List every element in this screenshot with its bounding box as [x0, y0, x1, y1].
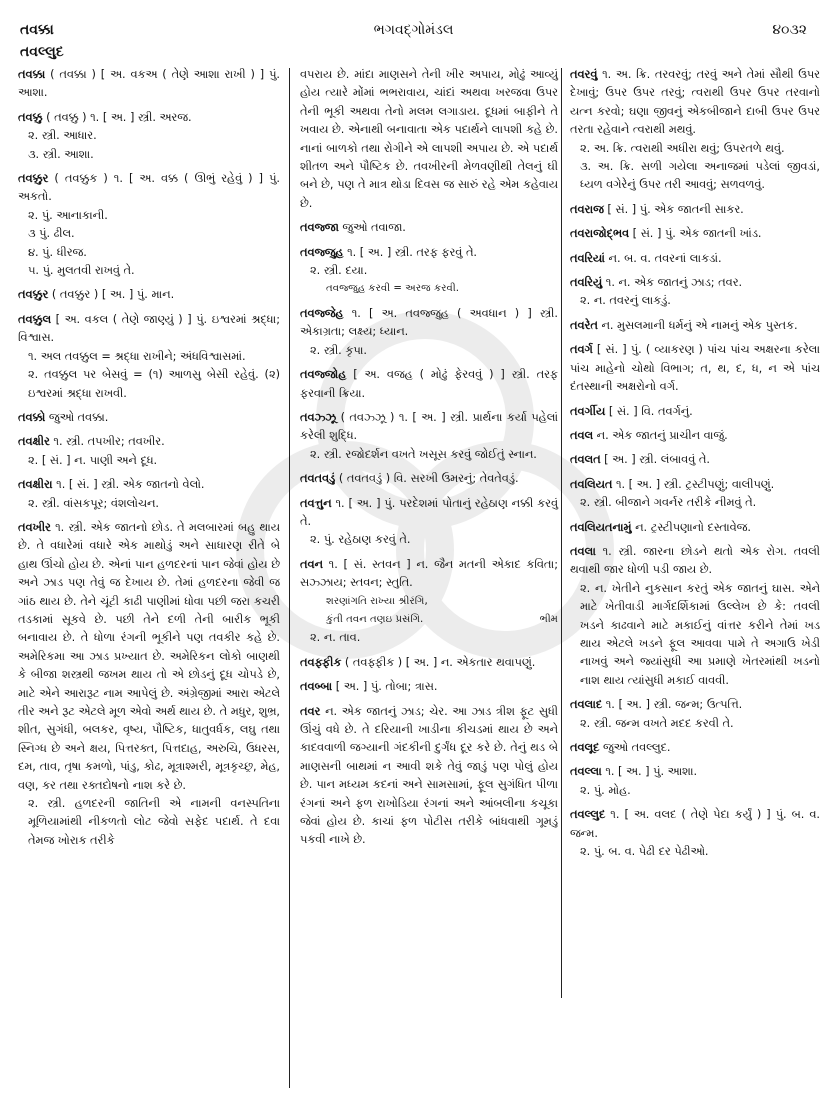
definition-text: ન. મુસલમાની ધર્મનું એ નામનું એક પુસ્તક. [601, 318, 798, 332]
entry-main [300, 244, 558, 262]
book-title: ભગવદ્ગોમંડલ [373, 22, 454, 38]
entry-main [300, 219, 558, 237]
dictionary-entry [570, 543, 820, 690]
sub-sense: ૨. ન. તવરનું લાકડું. [580, 294, 671, 308]
headword: તવઝ્ઝૂ [300, 410, 337, 424]
definition-text: ન. ટ્રસ્ટીપણાનો દસ્તાવેજ. [635, 520, 751, 534]
entry-main [18, 433, 280, 451]
definition-text: [ સં. ] પું. ( વ્યાકરણ ) પાંચ પાંચ અક્ષરના કરેલા પાંચ માહેનો ચોથો વિભાગ; ત, થ, દ, ધ, ન એ પાંચ દંતસ્થાની અક્ષરોનો વર્ગ. [570, 343, 820, 394]
sub-sense: ૨. સ્ત્રી. જન્મ વખતે મદદ કરવી તે. [580, 716, 734, 730]
entry-main [18, 476, 280, 494]
headword: તવરિયું [570, 276, 603, 290]
headword: તવખીર [18, 520, 51, 534]
entry-main [570, 201, 820, 219]
dictionary-entry [570, 476, 820, 513]
guide-word-last: તવલ્લુદ [20, 44, 64, 60]
page-header [20, 22, 807, 44]
entry-main [300, 556, 558, 593]
sub-sense: ૫. પું. મુલતવી રાખવું તે. [28, 264, 135, 278]
sub-sense: ૩. સ્ત્રી. આશા. [28, 147, 94, 161]
dictionary-entry [570, 403, 820, 421]
dictionary-entry [570, 806, 820, 861]
definition-text: [ સં. ] પું. એક જાતની સાકર. [607, 202, 744, 216]
headword: તવર [300, 704, 321, 718]
entry-main [18, 286, 280, 304]
definition-text: ( તવક્કુર ) [ અ. ] પું. માન. [51, 288, 175, 302]
dictionary-entry [300, 678, 558, 696]
sub-sense: ૨. સ્ત્રી. રજોદર્શન વખતે ખસૂસ કરવું જોઈતું સ્નાન. [310, 447, 537, 461]
headword: તવજ્જુહ [300, 245, 344, 259]
headword: તવજ્જોહ [300, 368, 347, 382]
sub-sense: ૨. પું. બ. વ. પેઢી દર પેઢીઓ. [580, 845, 709, 859]
definition-text: ( તવક્કુક ) ૧. [ અ. વક્ક ( ઊભું રહેવું ) ] પું. અકતો. [18, 172, 280, 204]
headword: તવલિયત [570, 477, 613, 491]
definition-text: ૧. [ સં. ] સ્ત્રી. એક જાતનો વેલો. [56, 478, 205, 492]
definition-text: ૧. [ અ. ] સ્ત્રી. તરફ ફરવું તે. [347, 245, 478, 259]
dictionary-entry [18, 433, 280, 470]
dictionary-entry [18, 66, 280, 103]
entry-main [18, 519, 280, 795]
dictionary-entry [570, 519, 820, 537]
headword: તવરાજોદ્ભવ [570, 227, 630, 241]
sub-sense: ૨. ન. તાવ. [310, 631, 361, 645]
entry-main [570, 519, 820, 537]
dictionary-entry [570, 66, 820, 195]
headword: તવલા [570, 544, 596, 558]
headword: તવત્તુન [300, 496, 332, 510]
dictionary-entry [570, 250, 820, 268]
quotation-attribution: ભીમ [539, 613, 558, 625]
sub-sense: ૨. અ. ક્રિ. ત્વરાથી અધીરા થવું; ઉપરતળે થવું. [580, 141, 785, 155]
entry-main [300, 66, 558, 213]
entry-main [570, 451, 820, 469]
dictionary-entry [300, 654, 558, 672]
dictionary-entry [300, 305, 558, 360]
entry-main [570, 763, 820, 781]
definition-text: [ સં. ] વિ. તવર્ગનું. [608, 404, 693, 418]
quotation-line: શરણાંગતિ રાખ્યા શ્રીરંગિ, [326, 595, 428, 607]
definition-text: ૧. [ અ. ] પું. આશા. [605, 765, 698, 779]
definition-text: ૧. [ અ. વલદ ( તેણે પેદા કર્યું ) ] પું. બ. વ. જન્મ. [570, 808, 820, 840]
headword: તવલત [570, 453, 601, 467]
headword: તવજ્જેહ [300, 306, 344, 320]
dictionary-entry [300, 495, 558, 550]
headword: તવક્કા [18, 68, 46, 81]
definition-text: ૧. સ્ત્રી. એક જાતનો છોડ. તે મલબારમાં બહુ થાય છે. તે વધારેમાં વધારે એક માથોડું અને સાધારણ રીતે બે હાથ ઊંચો હોય છે. એનાં પાન હળદરનાં પાન જેવાં હોય છે અને ઝાડ પણ તેવું જ દેખાય છે. તેમાં હળદરના જેવી જ ગાંઠ થાય છે. તેને ચૂંટી કાઢી પાણીમાં ધોવા પછી જરા કચરી તડકામાં સૂકવે છે. પછી તેને દળી તેની બારીક ભૂકી બનાવાય છે. તે ધોળા રંગની ભૂકીને પણ તવકીર કહે છે. અમેરિકમા આ ઝાડ પ્રખ્યાત છે. અમેરિકન લોકો બાણથી કે બીજા શસ્ત્રથી જખમ થાય તો એ છોડનું દૂધ ચોપડે છે, માટે એને આરારૂટ નામ આપેલું છે. અંગ્રેજીમાં આરા એટલે તીર અને રૂટ એટલે મૂળ એવો અર્થ થાય છે. તે મધુર, શુભ્ર, શીત, સુગંધી, બલકર, વૃષ્ય, પૌષ્ટિક, ધાતુવર્ધક, લઘુ તથા સ્નિગ્ધ છે અને ક્ષય, પિત્તરક્ત, પિત્તદાહ, અરુચિ, ઉધરસ, દમ, તાવ, તૃષા કમળો, પાંડુ, કોઢ, મૂત્રાશ્મરી, મૂત્રકૃચ્છ્ર, મેહ, વણ, કર તથા રક્તદોષનો નાશ કરે છે. [18, 520, 280, 792]
headword: તવક્કુ [18, 110, 43, 124]
headword: તવન [300, 557, 323, 571]
dictionary-entry [18, 286, 280, 304]
entry-main [570, 476, 820, 494]
definition-text: જુઓ તવલ્લુદ. [602, 741, 671, 754]
definition-text: ( તવઝ્ઝૂ ) ૧. [ અ. ] સ્ત્રી. પ્રાર્થના કર્યા પહેલાં કરેલી શુદ્ધિ. [300, 410, 559, 443]
entry-main [570, 225, 820, 243]
entry-main [570, 427, 820, 445]
sub-sense: ૨. ન. ખેતીને નુકસાન કરતું એક જાતનું ઘાસ. એને માટે ખેતીવાડી માર્ગદર્શિકામાં ઉલ્લેખ છે કે: તવલી ખડને કાઢવાને માટે મકાઈનું વાંત્તર કરીને તેમાં ખડ થાય એટલે ખડને ફૂલ આવવા પામે તે અગાઉ ખેડી નાખવું અને જ્યાંસુધી આ પ્રમાણે ખેતરમાંથી ખડનો નાશ થાય ત્યાંસુધી મકાઈ વાવવી. [580, 581, 820, 687]
entry-main [570, 341, 820, 396]
dictionary-entry [570, 427, 820, 445]
entry-main [18, 170, 280, 207]
entry-main [18, 311, 280, 348]
definition-text: ૧. સ્ત્રી. તપખીર; તવખીર. [53, 435, 165, 449]
headword: તવલૂદ [570, 741, 600, 754]
sub-sense: ૨. સ્ત્રી. આધાર. [28, 129, 97, 143]
definition-text: ૧. સ્ત્રી. જારના છોડને થતો એક રોગ. તવલી થવાથી જાર ધોળી પડી જાય છે. [570, 544, 820, 577]
sub-sense: ૨. પું. મોહ. [580, 783, 631, 797]
sub-sense: ૩ પું. ઢીલ. [28, 227, 75, 241]
sub-sense: ૪. પું. ધીરજ. [28, 245, 87, 259]
headword: તવરિયાં [570, 251, 605, 265]
headword: તવરાજ [570, 202, 604, 216]
dictionary-entry [300, 703, 558, 850]
column-2 [300, 66, 558, 1096]
definition-text: ન. એક જાતનું ઝાડ; ચેર. આ ઝાડ ત્રીશ ફૂટ સુધી ઊંચું વધે છે. તે દરિયાની ખાડીના કીચડમાં થાય છે અને કાદવવાળી જગ્યાની ગંદકીની દુર્ગંધ દૂર કરે છે. તેનું થડ બે માણસની બાથમાં ન આવી શકે તેવું જાડું પણ પોલું હોય છે. પાન મધ્યમ કદનાં અને સામસામાં, ફૂલ સુગંધિત પીળા રંગનાં અને ફળ રાખોડિયા રંગનાં અને આંબલીના કચૂકા જેવાં હોય છે. કાચાં ફળ પોટીસ તરીકે બાંધવાથી ગૂમડું પકવી નાખે છે. [300, 704, 558, 847]
entry-main [570, 806, 820, 843]
dictionary-entry [300, 66, 558, 213]
headword: તવલાદ [570, 698, 603, 712]
dictionary-entry [570, 274, 820, 311]
dictionary-body [18, 66, 818, 1096]
definition-text: ૧. [ અ. ] પું. પરદેશમાં પોતાનું રહેઠાણ નક્કી કરવું તે. [300, 496, 559, 528]
definition-text: વપરાય છે. માંદા માણસને તેની ખીર અપાય, મોઢું આવ્યું હોય ત્યારે મોંમાં ભભરાવાય, ચાંદાં અથવા ખરજવા ઉપર તેની ભૂકી અથવા તેનો મલમ લગાડાય. દૂધમાં બાફીને તે ખવાય છે. એનાથી બનાવાતા એક પદાર્થને લાપશી કહે છે. નાનાં બાળકો તથા રોગીને એ લાપશી અપાય છે. એ પદાર્થ શીતળ અને પૌષ્ટિક છે. તવખીરની મેળવણીથી તેલનું ઘી બને છે, પણ તે માત્ર થોડા દિવસ જ સારું રહે એમ કહેવાય છે. [300, 68, 558, 210]
entry-main [570, 66, 820, 140]
dictionary-entry [18, 476, 280, 513]
definition-text: ન. બ. વ. તવરનાં લાકડાં. [608, 251, 722, 265]
column-divider [289, 68, 290, 1088]
headword: તવરવું [570, 68, 598, 81]
definition-text: [ અ. વજહ ( મોઢું ફેરવવું ) ] સ્ત્રી. તરફ ફરવાની ક્રિયા. [300, 368, 558, 400]
entry-main [18, 409, 280, 427]
quotation-line: તવજ્જુહ કરવી = અરજ કરવી. [326, 283, 460, 295]
dictionary-entry [300, 244, 558, 299]
column-divider [561, 68, 562, 998]
dictionary-entry [300, 219, 558, 237]
dictionary-entry [570, 317, 820, 335]
headword: તવક્કુલ [18, 312, 52, 326]
dictionary-entry [570, 341, 820, 396]
definition-text: જુઓ તવાજા. [342, 221, 406, 235]
entry-main [300, 409, 558, 446]
dictionary-entry [18, 109, 280, 164]
entry-main [570, 403, 820, 421]
sub-sense: ૨. સ્ત્રી. હળદરની જાતિની એ નામની વનસ્પતિના મૂળિયામાંથી નીકળતો લોટ જેવો સફેદ પદાર્થ. તે દવા તેમજ ખોરાક તરીકે [28, 797, 280, 847]
entry-main [300, 470, 558, 488]
definition-text: [ અ. વકલ ( તેણે જાણ્યું ) ] પું. ઇશ્વરમાં શ્રદ્ધા; વિશ્વાસ. [18, 312, 280, 345]
entry-main [570, 274, 820, 292]
headword: તવક્ષીરા [18, 478, 53, 492]
definition-text: ૧. [ અ. ] સ્ત્રી. ટ્રસ્ટીપણું; વાલીપણું. [615, 477, 775, 491]
definition-text: ન. એક જાતનું પ્રાચીન વાજું. [596, 428, 728, 442]
headword: તવલિયતનામું [570, 520, 632, 534]
headword: તવલ [570, 428, 594, 442]
definition-text: ( તવક્કુ ) ૧. [ અ. ] સ્ત્રી. અરજ. [46, 110, 192, 124]
definition-text: ( તવફ્ફીક ) [ અ. ] ન. એકતાર થવાપણું. [344, 655, 536, 669]
entry-main [570, 317, 820, 335]
headword: તવબ્બા [300, 680, 333, 694]
definition-text: ૧. [ અ. ] સ્ત્રી. જન્મ; ઉત્પત્તિ. [605, 698, 743, 712]
sub-sense: ૩. અ. ક્રિ. સળી ગયેલા અનાજમાં પડેલાં જીવડાં, ધ્યળ વગેરેનું ઉપર તરી આવવું; સળવળવું. [580, 160, 820, 192]
headword: તવક્કુર [18, 172, 49, 186]
headword: તવલ્લુદ [570, 808, 606, 822]
dictionary-entry [570, 696, 820, 733]
sub-sense: ૨. પું. આનાકાની. [28, 208, 108, 222]
sub-sense: ૨. [ સં. ] ન. પાણી અને દૂધ. [28, 453, 158, 467]
entry-main [300, 654, 558, 672]
page-number: ૪૦૩૨ [772, 22, 807, 38]
entry-main [570, 250, 820, 268]
dictionary-entry [18, 409, 280, 427]
definition-text: ૧. અ. ક્રિ. તરવરવું; તરવું અને તેમાં સૌથી ઉપર દેખાવું; ઉપર ઉપર તરવું; ત્વરાથી ઉપર ઉપર તરવાનો યત્ન કરવો; ઘણા જીવનું એકબીજાને દાબી ઉપર ઉપર તરતા રહેવાને ત્વરાથી મથવું. [570, 68, 820, 137]
definition-text: [ સં. ] પું. એક જાતની ખાંડ. [632, 227, 762, 241]
entry-main [18, 66, 280, 103]
entry-main [300, 366, 558, 403]
dictionary-entry [18, 519, 280, 850]
sub-sense: ૨. સ્ત્રી. કૃપા. [310, 343, 368, 357]
entry-main [570, 696, 820, 714]
column-1 [18, 66, 280, 1096]
dictionary-entry [300, 366, 558, 403]
dictionary-entry [570, 763, 820, 800]
definition-text: [ અ. ] સ્ત્રી. લંબાવવું તે. [604, 453, 710, 467]
dictionary-entry [300, 470, 558, 488]
definition-text: ( તવક્કા ) [ અ. વકઅ ( તેણે આશા રાખી ) ] પું. આશા. [18, 68, 280, 100]
sub-sense: ૨. સ્ત્રી. વાંસકપૂર; વંશલોચન. [28, 496, 160, 510]
sub-sense: ૨. સ્ત્રી. દયા. [310, 264, 368, 278]
definition-text: જુઓ તવક્કા. [48, 410, 109, 424]
headword: તવર્ગીય [570, 404, 606, 418]
headword: તવલ્લા [570, 765, 602, 779]
sub-sense: ૨. તવક્કુલ પર બેસવું = (૧) આળસુ બેસી રહેવું. (૨) ઇશ્વરમાં શ્રદ્ધા રાખવી. [28, 368, 280, 400]
headword: તવક્ષીર [18, 435, 50, 449]
entry-main [300, 678, 558, 696]
definition-text: ૧. [ સં. સ્તવન ] ન. જૈન મતની એકાદ કવિતા; સઝ્ઝાય; સ્તવન; સ્તુતિ. [300, 557, 558, 590]
entry-main [300, 495, 558, 532]
dictionary-entry [300, 556, 558, 648]
sub-sense: ૨. સ્ત્રી. બીજાને ગવર્નર તરીકે નીમવું તે. [580, 496, 757, 510]
dictionary-entry [570, 451, 820, 469]
definition-text: [ અ. ] પું. તોબા; ત્રાસ. [335, 680, 438, 694]
column-3 [570, 66, 820, 1096]
headword: તવર્ગ [570, 343, 593, 357]
headword: તવફ્ફીક [300, 655, 342, 669]
sub-sense: ૨. પું. રહેઠાણ કરવું તે. [310, 533, 411, 547]
headword: તવક્કુર [18, 288, 49, 302]
dictionary-entry [18, 311, 280, 403]
entry-main [570, 739, 820, 757]
headword: તવક્કો [18, 410, 46, 424]
dictionary-entry [570, 225, 820, 243]
headword: તવજ્જા [300, 221, 339, 235]
sub-sense: ૧. અલ તવક્કુલ = શ્રદ્ધા રાખીને; અંધવિશ્વાસમાં. [28, 349, 246, 363]
headword: તવરેત [570, 318, 598, 332]
entry-main [300, 703, 558, 850]
headword: તવતવડું [300, 472, 336, 486]
definition-text: ( તવતવડું ) વિ. સરખી ઉમરનું; તેવતેવડું. [338, 472, 519, 486]
entry-main [570, 543, 820, 580]
dictionary-entry [570, 739, 820, 757]
dictionary-entry [18, 170, 280, 280]
definition-text: ૧. ન. એક જાતનું ઝાડ; તવર. [605, 276, 743, 290]
entry-main [300, 305, 558, 342]
dictionary-entry [570, 201, 820, 219]
definition-text: ૧. [ અ. તવજ્જુહ ( અવધાન ) ] સ્ત્રી. એકાગ્રતા; લક્ષ્ય; ધ્યાન. [300, 306, 558, 339]
entry-main [18, 109, 280, 127]
quotation-line: કુંતી તવન તણઇ પ્રસંગિ. ભીમ [300, 611, 558, 629]
guide-word-first: તવક્કા [20, 22, 54, 38]
dictionary-entry [300, 409, 558, 464]
